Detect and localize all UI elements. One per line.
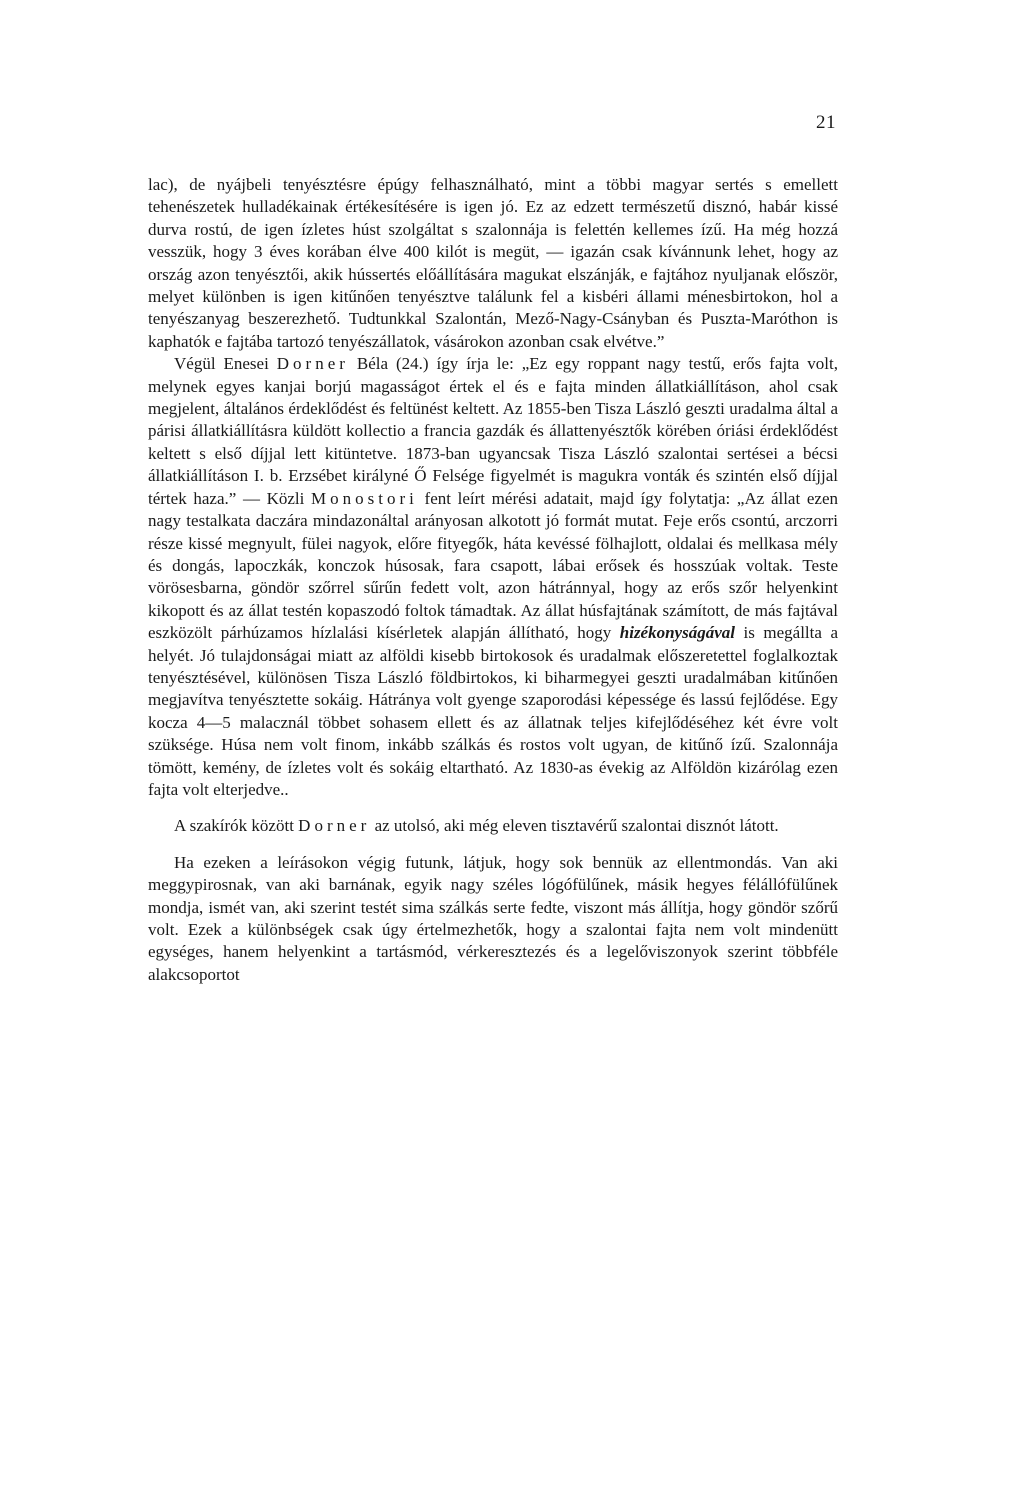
paragraph-1-text: lac), de nyájbeli tenyésztésre épúgy felhasználható, mint a többi magyar sertés s emellett tehenészetek hulladékainak értékesítésére is igen jó. Ez az edzett természetű disznó, habár kissé durva rostú, de igen ízletes húst szolgáltat s szalonnája is felettén kellemes ízű. Ha még hozzá vesszük, hogy 3 éves korában élve 400 kilót is megüt, — igazán csak kívánnunk lehet, hogy az ország azon tenyésztői, akik hússertés előállítására magukat elszánják, e fajtához nyuljanak először, melyet különben is igen kitűnően tenyésztve találunk fel a kisbéri állami ménesbirtokon, hol a tenyészanyag beszerezhető. Tudtunkkal Szalontán, Mező-Nagy-Csányban és Puszta-Maróthon is kaphatók e fajtába tartozó tenyészállatok, vásárokon azonban csak elvétve.”	[148, 175, 838, 351]
paragraph-3	[148, 815, 838, 837]
paragraph-2-text-a: Végül Enesei	[174, 354, 277, 374]
paragraph-2-text-b: Béla (24.) így írja le: „Ez egy roppant nagy testű, erős fajta volt, melynek egyes kanjai borjú magasságot értek el és e fajta minden állatkiállításon, ahol csak megjelent, általános érdeklődést és feltünést keltett. Az 1855-ben Tisza László geszti uradalma által a párisi állatkiállításra küldött kollectio a francia gazdák és állattenyésztők körében óriási érdeklődést keltett s első díjjal lett kitüntetve. 1873-ban ugyancsak Tisza László szalontai sertései a bécsi állatkiállításon I. b. Erzsébet királyné Ő Felsége figyelmét is magukra vonták és szintén első díjjal tértek haza.” — Közli	[148, 354, 839, 508]
paragraph-3-text-b: az utolsó, aki még eleven tisztavérű szalontai disznót látott.	[370, 816, 779, 836]
page-number: 21	[816, 112, 836, 133]
paragraph-2-text-d: is megállta a helyét. Jó tulajdonságai miatt az alföldi kisebb birtokosok és uradalmak előszeretettel foglalkoztak tenyésztésével, különösen Tisza László földbirtokos, ki biharmegyei geszti uradalmában kitűnően megjavítva tenyésztette sokáig. Hátránya volt gyenge szaporodási képessége és lassú fejlődése. Egy kocza 4—5 malacznál többet sohasem ellett és az állatnak teljes kifejlődéséhez két évre volt szüksége. Húsa nem volt finom, inkább szálkás és rostos volt ugyan, de kitűnő ízű. Szalonnája tömött, kemény, de ízletes volt és sokáig eltartható. Az 1830-as évekig az Alföldön kizárólag ezen fajta volt elterjedve..	[148, 623, 838, 799]
author-name-dorner-2: Dorner	[298, 816, 371, 836]
paragraph-4-text: Ha ezeken a leírásokon végig futunk, látjuk, hogy sok bennük az ellentmondás. Van aki meggypirosnak, van aki barnának, egyik nagy széles lógófülűnek, másik hegyes félállófülűnek mondja, ismét van, aki szerint testét sima szálkás serte fedte, viszont más állítja, hogy göndör szőrű volt. Ezek a különbségek csak úgy értelmezhetők, hogy a szalontai fajta nem volt mindenütt egységes, hanem helyenkint a tartásmód, vérkeresztezés és a legelőviszonyok szerint többféle alakcsoportot	[148, 852, 838, 984]
paragraph-4	[148, 852, 838, 986]
author-name-dorner: Dorner	[276, 354, 349, 374]
emphasized-word: hizékonyságával	[619, 623, 735, 643]
author-name-monostori: Monostori	[311, 488, 418, 508]
paragraph-3-text-a: A szakírók között	[174, 816, 299, 836]
body-text	[148, 174, 838, 986]
paragraph-2	[148, 353, 838, 801]
paragraph-2-text-c: fent leírt mérési adatait, majd így folytatja: „Az állat ezen nagy testalkata daczára mindazonáltal arányosan alkotott jó formát mutat. Feje erős csontú, arczorri része kissé megnyult, fülei nagyok, előre fityegők, háta kevéssé fölhajlott, oldalai és mellkasa mély és dongás, lapoczkák, konczok húsosak, fara csapott, lábai erősek és hosszúak voltak. Teste vörösesbarna, göndör szőrrel sűrűn fedett volt, azon hátránnyal, hogy az erős szőr helyenkint kikopott és az állat testén kopaszodó foltok támadtak. Az állat húsfajtának számított, de más fajtával eszközölt párhúzamos hízlalási kísérletek alapján állítható, hogy	[148, 488, 838, 643]
paragraph-1	[148, 174, 838, 353]
